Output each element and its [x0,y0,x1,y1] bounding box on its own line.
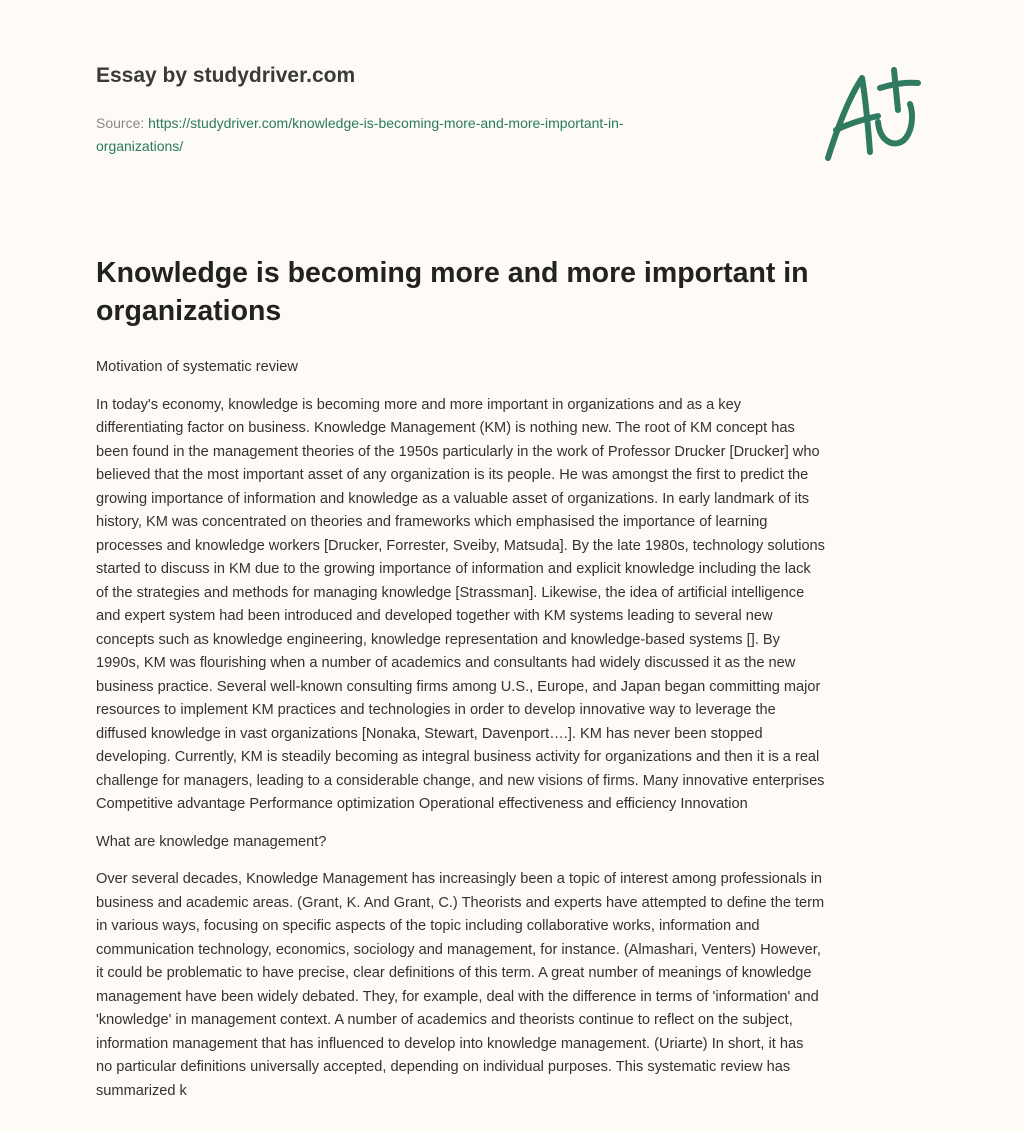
paragraph-line: management have been widely debated. They, for example, deal with the difference in terms of 'information' and [96,988,819,1005]
paragraph-line: growing importance of information and knowledge as a valuable asset of organizations. In early landmark of its [96,490,810,507]
source-line [96,112,756,158]
paragraph-line: no particular definitions universally accepted, depending on individual purposes. This systematic review has [96,1059,791,1075]
a-plus-logo-icon [818,66,928,166]
source-link[interactable] [96,115,624,154]
paragraph-line: communication technology, economics, sociology and management, for instance. (Almashari, Venters) However, [96,941,821,958]
paragraph-line: Competitive advantage Performance optimization Operational effectiveness and efficiency Innovation [96,796,748,812]
paragraph-line: 1990s, KM was flourishing when a number of academics and consultants had widely discussed it as the new [96,655,796,671]
section-heading: Motivation of systematic review [96,359,298,375]
paragraph-line: and expert system had been introduced and developed together with KM systems leading to several new [96,608,773,624]
section-paragraph [96,394,936,817]
paragraph-line: challenge for managers, leading to a considerable change, and new visions of firms. Many innovative enterprises [96,772,825,789]
paragraph-line: 'knowledge' in management context. A number of academics and theorists continue to reflect on the subject, [96,1012,793,1028]
paragraph-line: of the strategies and methods for managing knowledge [Strassman]. Likewise, the idea of artificial intelligence [96,584,805,601]
source-label: Source: [96,115,149,131]
section-heading: What are knowledge management? [96,833,327,850]
paragraph-line: concepts such as knowledge engineering, knowledge representation and knowledge-based systems []. By [96,631,780,648]
paragraph-line: in various ways, focusing on specific aspects of the topic including collaborative works, information and [96,918,760,934]
source-link-line: organizations/ [96,138,184,154]
title-line: organizations [96,295,282,327]
paragraph-line: resources to implement KM practices and technologies in order to develop innovative way to leverage the [96,702,776,718]
paragraph-line: believed that the most important asset of any organization is its people. He was amongst the first to predict the [96,467,809,483]
paragraph-line: diffused knowledge in vast organizations [Nonaka, Stewart, Davenport….]. KM has never been stopped [96,725,763,742]
title-line: Knowledge is becoming more and more important in [96,257,809,289]
paragraph-line: differentiating factor on business. Knowledge Management (KM) is nothing new. The root of KM concept has [96,420,795,436]
source-link-line: https://studydriver.com/knowledge-is-becoming-more-and-more-important-in- [148,115,624,131]
paragraph-line: processes and knowledge workers [Drucker, Forrester, Sveiby, Matsuda]. By the late 1980s, technology solutions [96,537,825,554]
paragraph-line: business practice. Several well-known consulting firms among U.S., Europe, and Japan began committing major [96,678,821,695]
paragraph-line: Over several decades, Knowledge Management has increasingly been a topic of interest among professionals in [96,871,823,887]
paragraph-line: developing. Currently, KM is steadily becoming as integral business activity for organizations and then it is a real [96,749,820,765]
paragraph-line: history, KM was concentrated on theories and frameworks which emphasised the importance of learning [96,514,768,530]
paragraph-line: summarized k [96,1082,187,1099]
article-body [96,356,936,1117]
paragraph-line: it could be problematic to have precise, clear definitions of this term. A great number of meanings of knowledge [96,965,812,981]
paragraph-line: business and academic areas. (Grant, K. And Grant, C.) Theorists and experts have attempted to define the term [96,894,825,911]
paragraph-line: started to discuss in KM due to the growing importance of information and explicit knowledge including the lack [96,561,811,577]
section-paragraph [96,868,936,1103]
paragraph-line: information management that has influenced to develop into knowledge management. (Uriarte) In short, it has [96,1035,804,1052]
paragraph-line: been found in the management theories of the 1950s particularly in the work of Professor Drucker [Drucker] who [96,443,820,460]
site-brand: Essay by studydriver.com [96,64,356,87]
article-title [96,254,936,330]
paragraph-line: In today's economy, knowledge is becoming more and more important in organizations and as a key [96,396,741,413]
